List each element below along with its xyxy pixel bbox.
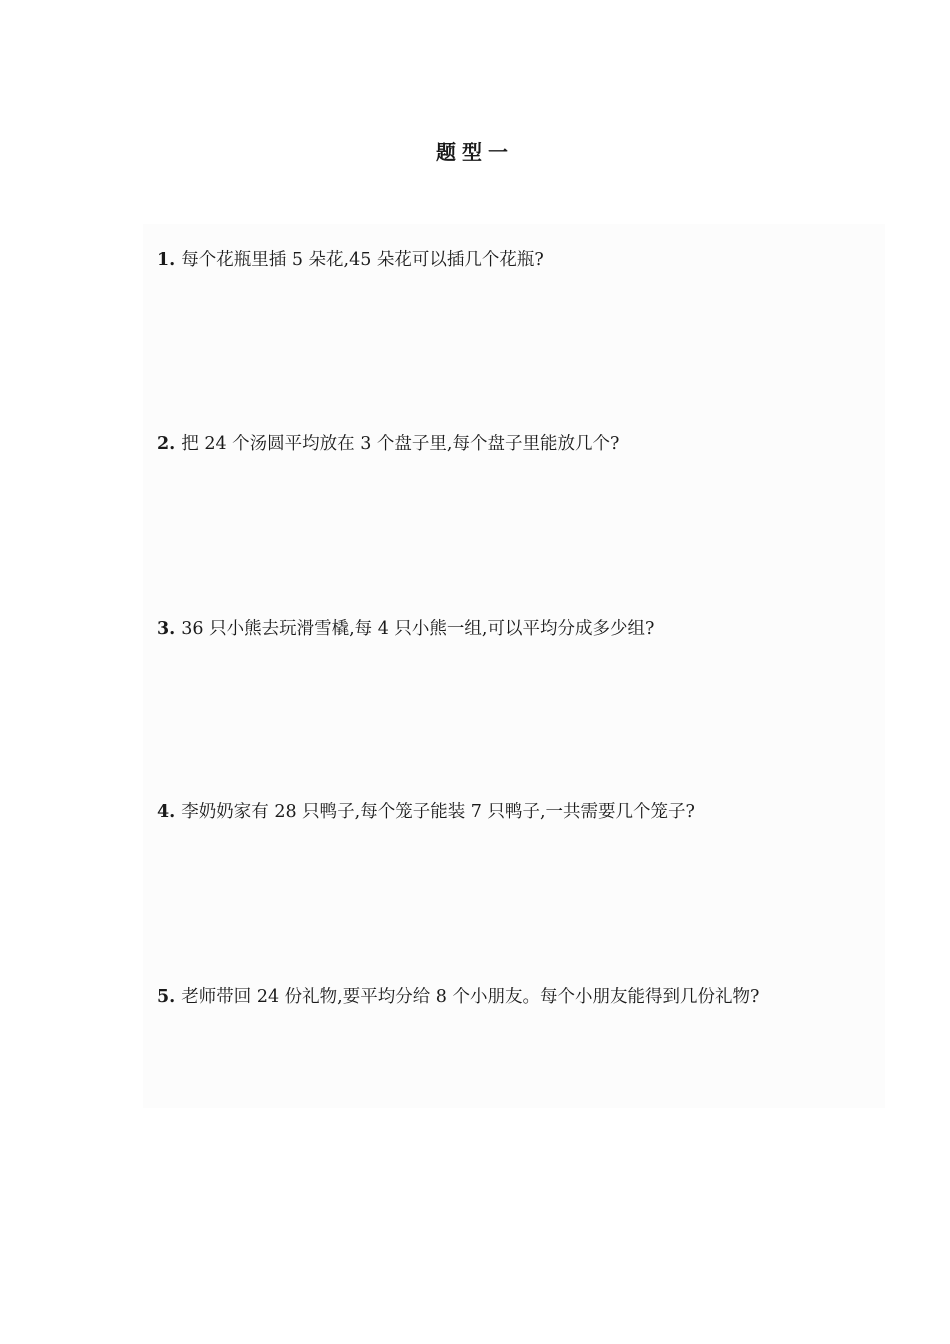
page-title: 题型一 [436, 140, 514, 164]
question-3 [157, 617, 654, 641]
question-text: 每个花瓶里插 5 朵花,45 朵花可以插几个花瓶? [181, 250, 544, 270]
question-text: 把 24 个汤圆平均放在 3 个盘子里,每个盘子里能放几个? [181, 434, 620, 454]
question-text: 36 只小熊去玩滑雪橇,每 4 只小熊一组,可以平均分成多少组? [181, 619, 655, 639]
question-5 [157, 985, 759, 1009]
question-text: 老师带回 24 份礼物,要平均分给 8 个小朋友。每个小朋友能得到几份礼物? [181, 987, 760, 1007]
question-number: 5. [157, 987, 176, 1007]
question-number: 4. [157, 802, 176, 822]
question-4 [157, 800, 695, 824]
answer-area [143, 224, 885, 1108]
question-number: 3. [157, 619, 176, 639]
question-1 [157, 248, 544, 272]
question-number: 2. [157, 434, 176, 454]
question-text: 李奶奶家有 28 只鸭子,每个笼子能装 7 只鸭子,一共需要几个笼子? [181, 802, 695, 822]
question-number: 1. [157, 250, 176, 270]
question-2 [157, 432, 619, 456]
